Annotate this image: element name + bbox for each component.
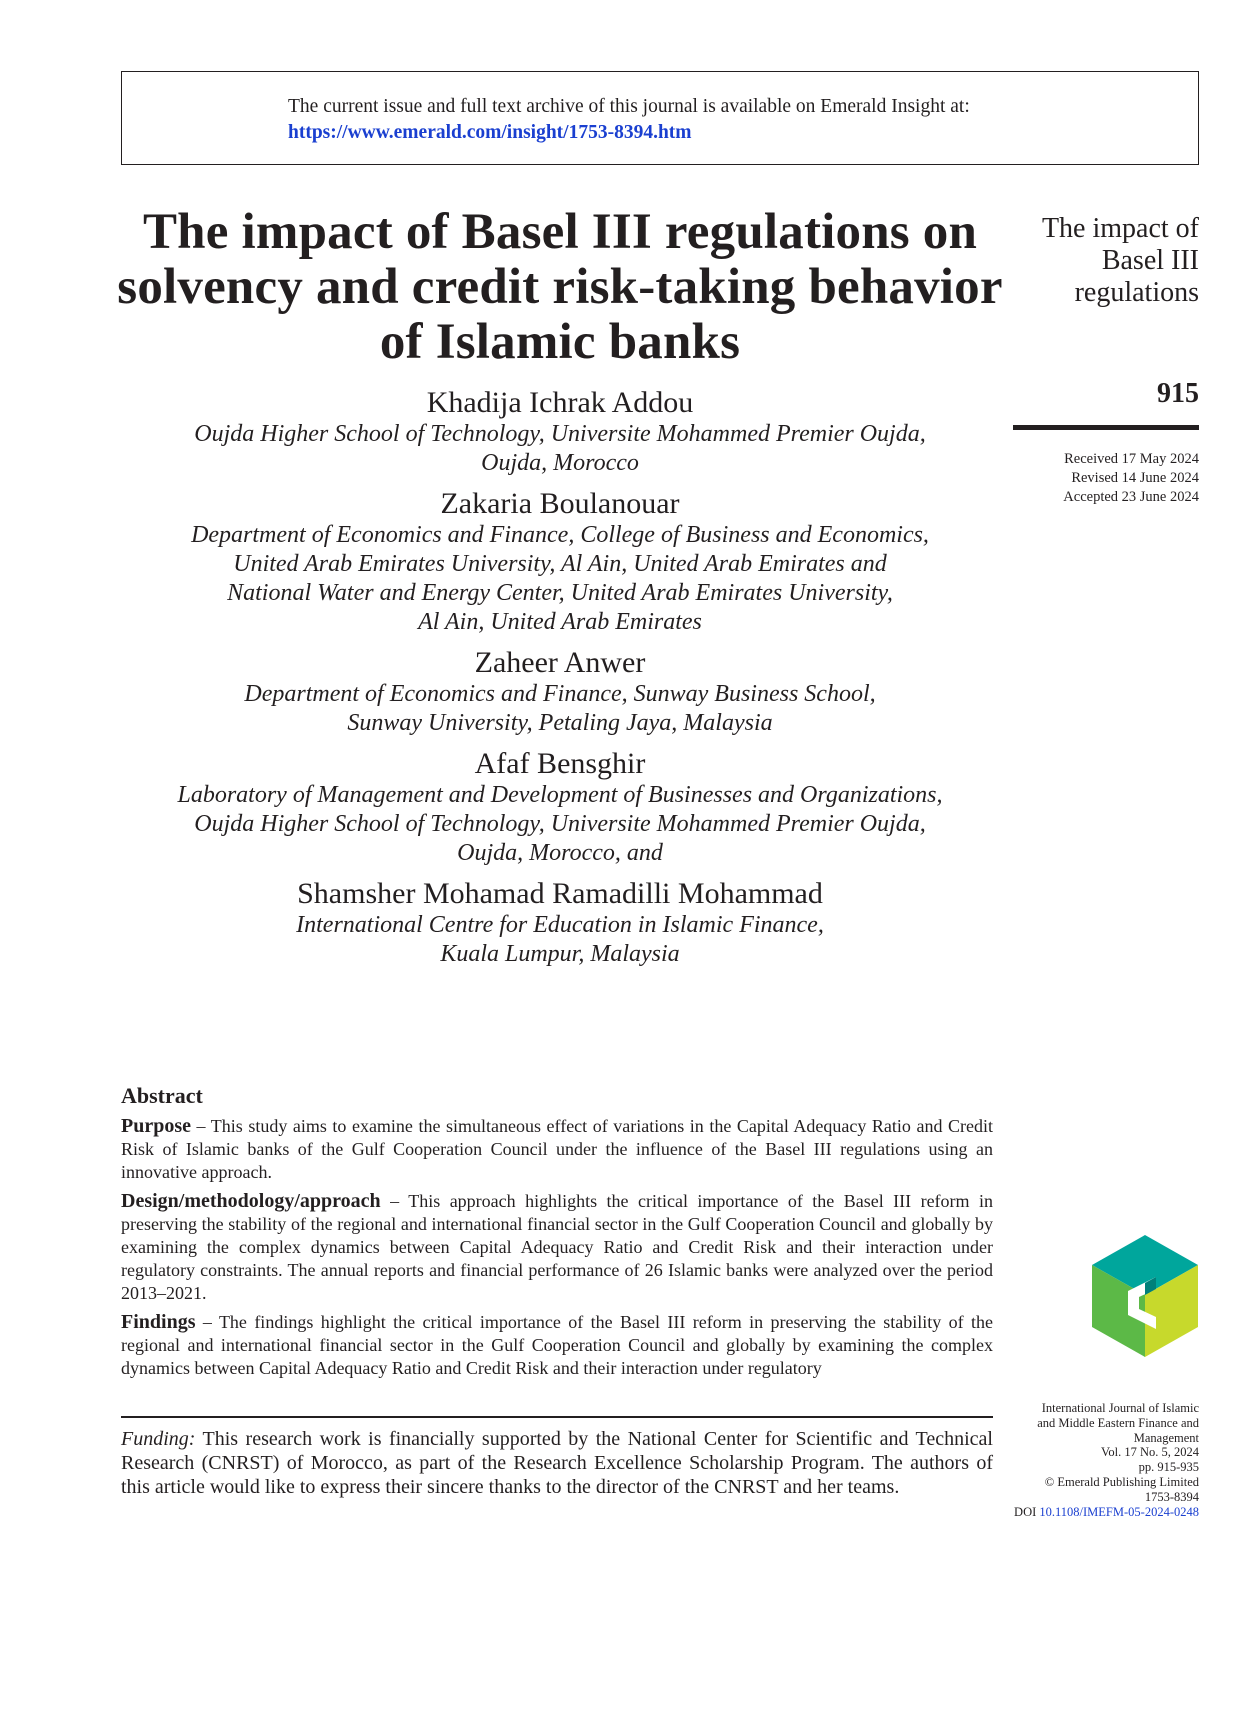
funding-note: [121, 1427, 993, 1499]
archive-notice-box: [121, 71, 1199, 165]
author-name: Khadija Ichrak Addou: [426, 386, 694, 419]
author-affiliation-line: Al Ain, United Arab Emirates: [418, 609, 702, 635]
page-number: 915: [1157, 378, 1199, 409]
purpose-text: – This study aims to examine the simultaneous effect of variations in the Capital Adequacy Ratio and Credit Risk of Islamic banks of the Gulf Cooperation Council under the influence of the Basel III regulations using an innovative approach.: [121, 1116, 993, 1182]
author-affiliation-line: International Centre for Education in Islamic Finance,: [296, 912, 824, 938]
journal-name-line: Management: [1133, 1430, 1199, 1445]
author-name: Shamsher Mohamad Ramadilli Mohammad: [297, 877, 823, 910]
author-name: Afaf Bensghir: [474, 747, 646, 780]
author-block: [110, 385, 1010, 478]
abstract-heading: Abstract: [121, 1083, 203, 1108]
author-affiliation-line: Oujda Higher School of Technology, Universite Mohammed Premier Oujda,: [194, 811, 926, 837]
abstract-purpose: [121, 1115, 993, 1184]
abstract-findings: [121, 1311, 993, 1380]
author-affiliation-line: Department of Economics and Finance, College of Business and Economics,: [191, 522, 929, 548]
accepted-date: Accepted 23 June 2024: [1063, 489, 1199, 505]
journal-name-line: and Middle Eastern Finance and: [1037, 1415, 1199, 1430]
author-affiliation-line: Sunway University, Petaling Jaya, Malaysia: [347, 710, 773, 736]
funding-text: This research work is financially supported by the National Center for Scientific and Technical Research (CNRST) of Morocco, as part of the Research Excellence Scholarship Program. The authors of this article would like to express their sincere thanks to the director of the CNRST and her teams.: [121, 1428, 993, 1498]
running-head: The impact of Basel III regulations: [1041, 213, 1199, 308]
author-block: [110, 486, 1010, 637]
design-label: Design/methodology/approach: [121, 1190, 381, 1212]
received-date: Received 17 May 2024: [1064, 451, 1199, 467]
author-affiliation-line: Oujda, Morocco: [481, 450, 639, 476]
emerald-logo-icon: [1090, 1235, 1200, 1357]
findings-label: Findings: [121, 1311, 196, 1333]
journal-pages: pp. 915-935: [1138, 1460, 1199, 1475]
author-name: Zaheer Anwer: [474, 646, 646, 679]
journal-name-line: International Journal of Islamic: [1041, 1401, 1199, 1415]
article-title: The impact of Basel III regulations on solvency and credit risk-taking behavior of Islamic banks: [117, 204, 1003, 370]
journal-issn: 1753-8394: [1144, 1489, 1199, 1504]
design-text: – This approach highlights the critical importance of the Basel III reform in preserving the stability of the regional and international financial sector in the Gulf Cooperation Council and globally by examining the complex dynamics between Capital Adequacy Ratio and Credit Risk and their interaction under regulatory constraints. The annual reports and financial performance of 26 Islamic banks were analyzed over the period 2013–2021.: [121, 1191, 993, 1303]
author-block: [110, 645, 1010, 738]
author-affiliation-line: Oujda, Morocco, and: [457, 840, 663, 866]
author-block: [110, 746, 1010, 868]
purpose-label: Purpose: [121, 1115, 191, 1137]
revised-date: Revised 14 June 2024: [1071, 470, 1199, 486]
journal-publisher: © Emerald Publishing Limited: [1044, 1474, 1199, 1489]
author-affiliation-line: Oujda Higher School of Technology, Universite Mohammed Premier Oujda,: [194, 421, 926, 447]
findings-text: – The findings highlight the critical importance of the Basel III reform in preserving the stability of the regional and international financial sector in the Gulf Cooperation Council and globally by examining the complex dynamics between Capital Adequacy Ratio and Credit Risk and their interaction under regulatory: [121, 1312, 993, 1378]
author-affiliation-line: Laboratory of Management and Development of Businesses and Organizations,: [177, 782, 943, 808]
doi-link[interactable]: 10.1108/IMEFM-05-2024-0248: [1039, 1504, 1199, 1519]
author-affiliation-line: Department of Economics and Finance, Sunway Business School,: [244, 681, 876, 707]
funding-label: Funding:: [121, 1428, 196, 1450]
footnote-rule: [121, 1416, 993, 1418]
page-number-rule: [1013, 425, 1199, 430]
journal-doi: [1009, 1505, 1199, 1520]
author-affiliation-line: United Arab Emirates University, Al Ain, United Arab Emirates and: [233, 551, 887, 577]
journal-info: [1009, 1401, 1199, 1519]
archive-url-link[interactable]: https://www.emerald.com/insight/1753-8394.htm: [288, 122, 692, 143]
author-list: [110, 385, 1010, 977]
author-block: [110, 876, 1010, 969]
archive-notice-text: The current issue and full text archive of this journal is available on Emerald Insight at:: [288, 96, 970, 117]
doi-label: DOI: [1014, 1504, 1037, 1519]
article-dates: [1063, 450, 1199, 507]
abstract-body: [121, 1115, 993, 1386]
abstract-design: [121, 1190, 993, 1305]
author-name: Zakaria Boulanouar: [440, 487, 680, 520]
author-affiliation-line: National Water and Energy Center, United Arab Emirates University,: [227, 580, 893, 606]
journal-volume: Vol. 17 No. 5, 2024: [1100, 1445, 1199, 1460]
author-affiliation-line: Kuala Lumpur, Malaysia: [440, 941, 680, 967]
